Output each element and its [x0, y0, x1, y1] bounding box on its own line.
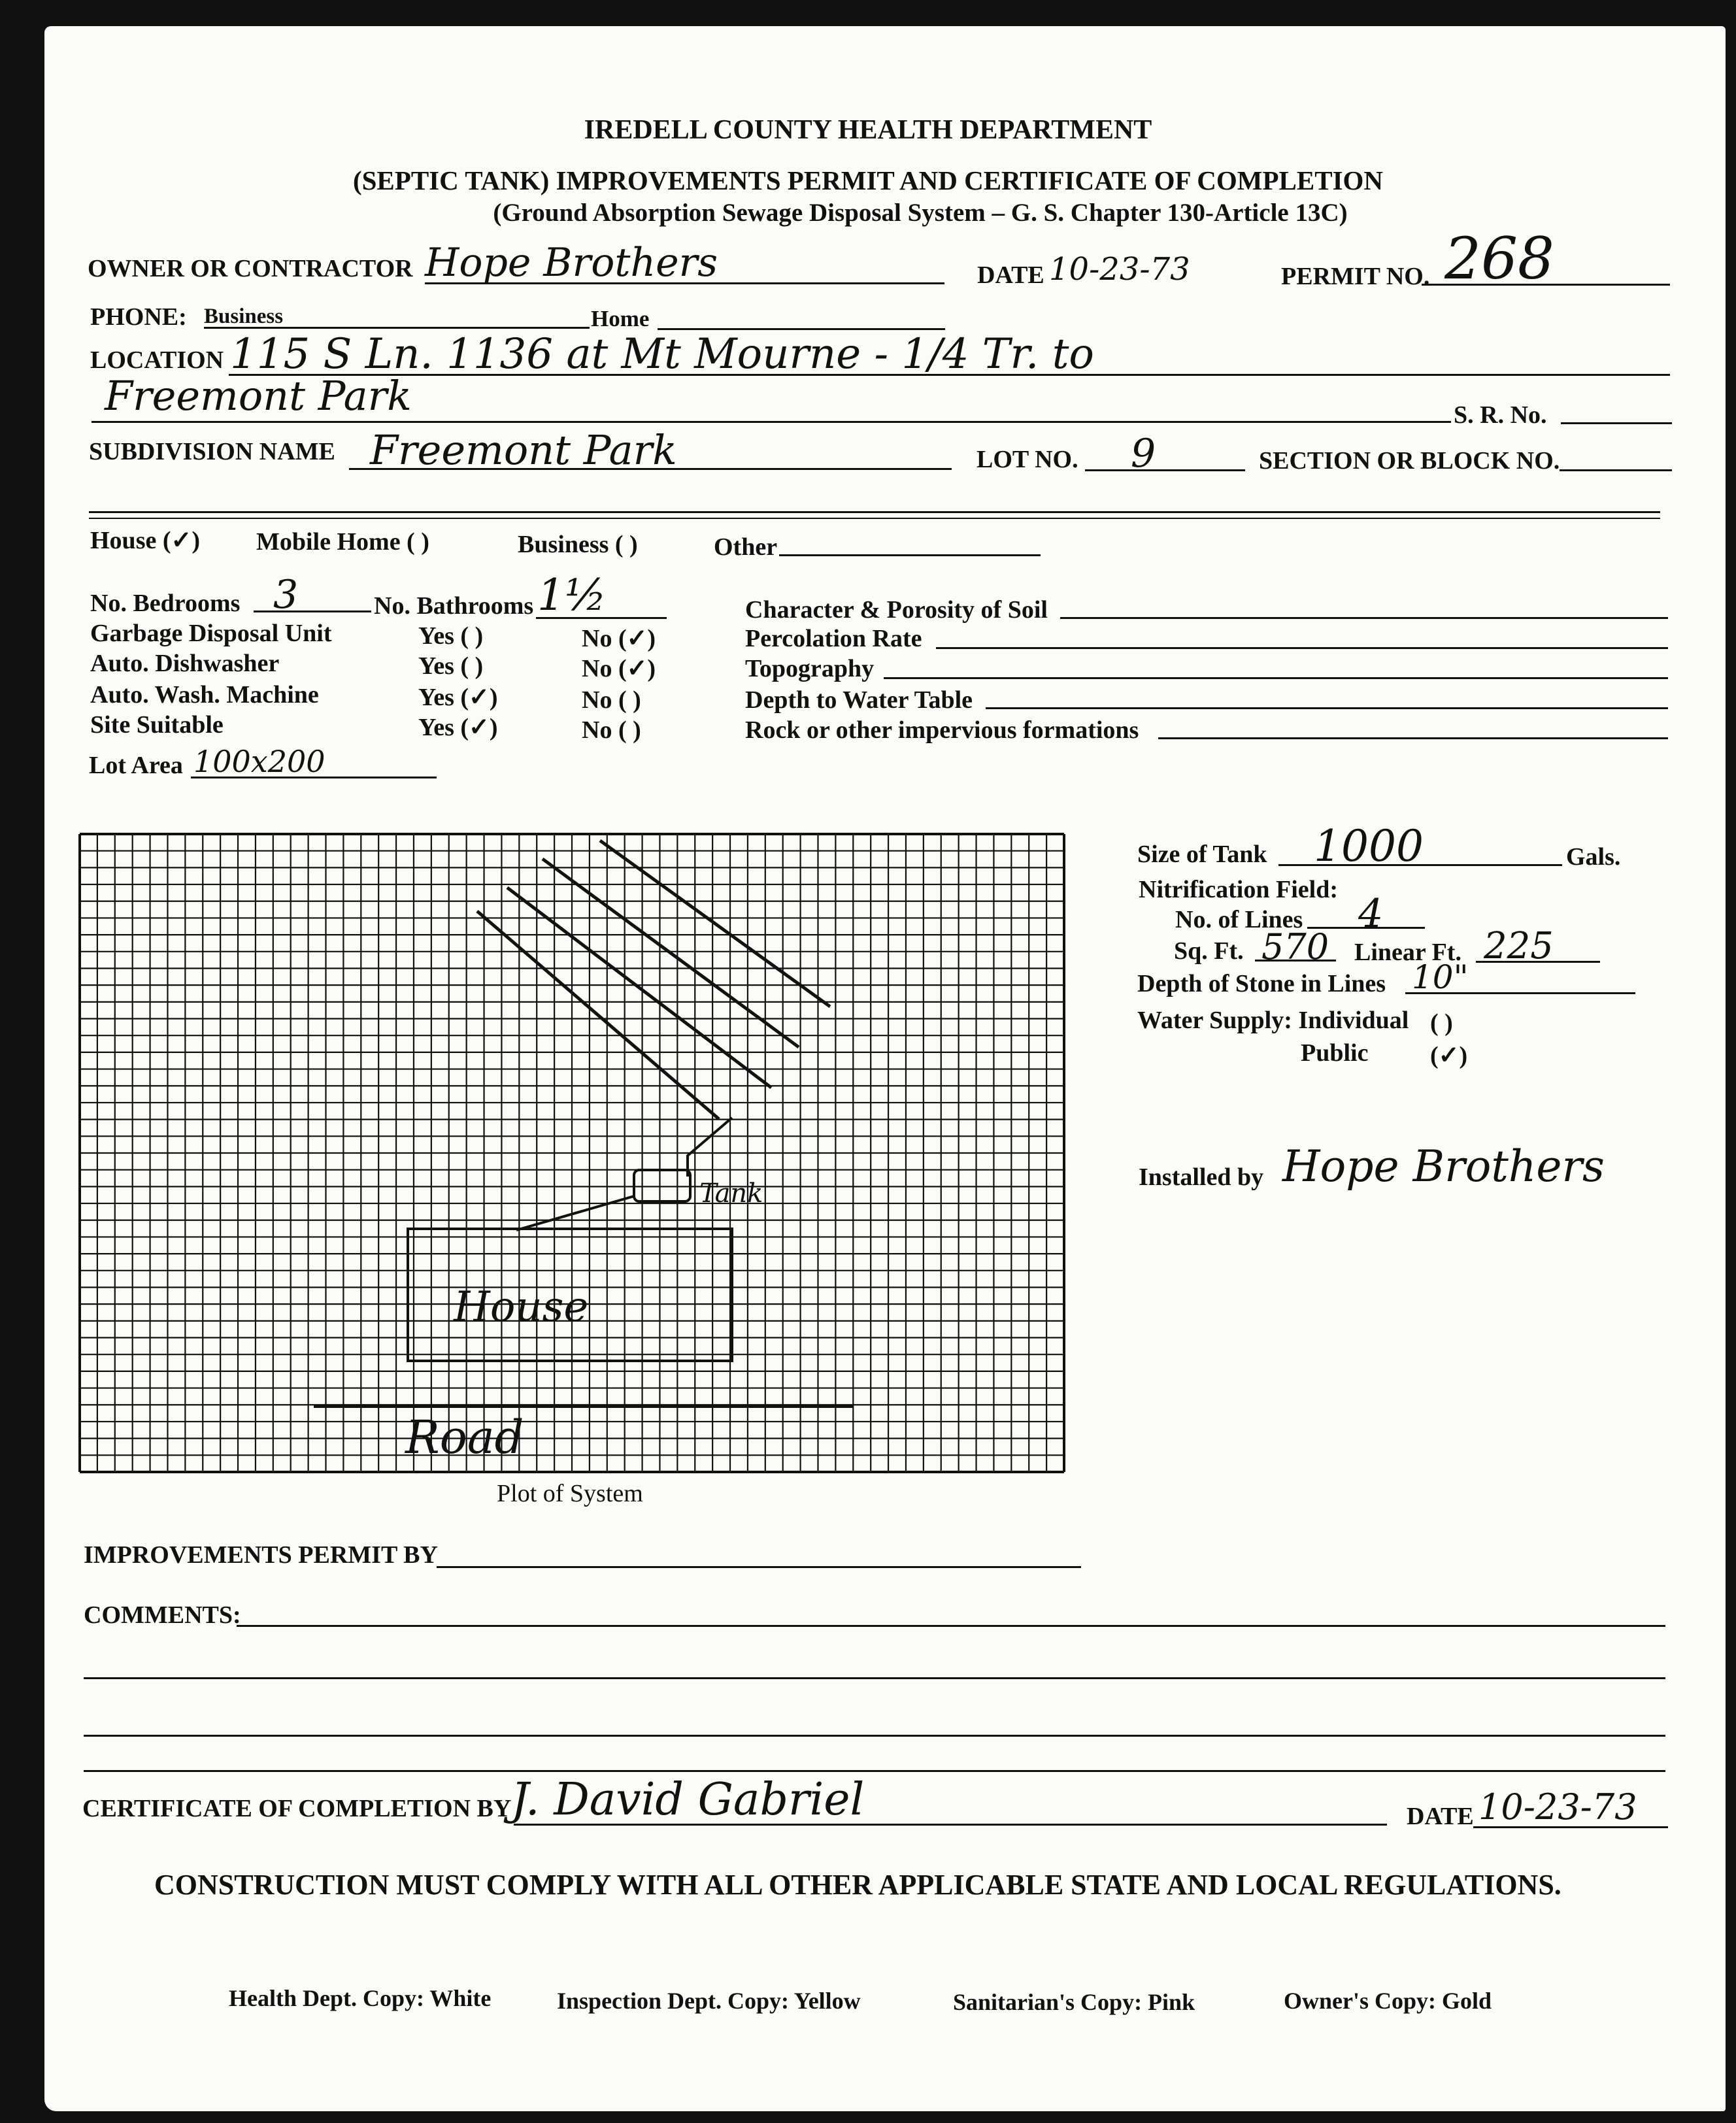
section-block-label: SECTION OR BLOCK NO. [1259, 447, 1560, 475]
soil-rock-label: Rock or other impervious formations [745, 716, 1139, 744]
subdivision-line [349, 468, 952, 470]
water-supply-public: (✓) [1430, 1042, 1468, 1069]
soil-topography-line [884, 677, 1668, 679]
location-label: LOCATION [90, 346, 224, 374]
sq-ft-label: Sq. Ft. [1174, 937, 1244, 965]
yesno-label-dishwasher: Auto. Dishwasher [90, 650, 280, 677]
certificate-date-value: 10-23-73 [1478, 1786, 1637, 1828]
owner-value: Hope Brothers [425, 240, 718, 286]
installed-by-value: Hope Brothers [1282, 1141, 1605, 1192]
copy-inspection-dept: Inspection Dept. Copy: Yellow [557, 1988, 861, 2014]
lot-no-label: LOT NO. [976, 446, 1078, 473]
linear-ft-line [1476, 961, 1600, 963]
stone-depth-line [1405, 992, 1635, 994]
tank-size-value: 1000 [1314, 821, 1424, 871]
bathrooms-label: No. Bathrooms [374, 592, 534, 620]
department-title: IREDELL COUNTY HEALTH DEPARTMENT [584, 115, 1152, 145]
yesno-no-garbage: No (✓) [582, 625, 656, 652]
bedrooms-value: 3 [273, 572, 299, 618]
soil-character-label: Character & Porosity of Soil [745, 596, 1048, 624]
soil-rock-line [1158, 737, 1668, 739]
soil-water-table-line [986, 707, 1668, 709]
stone-depth-label: Depth of Stone in Lines [1137, 970, 1386, 997]
location-line1-rule [229, 374, 1670, 376]
comments-line-4 [84, 1770, 1665, 1772]
certificate-label: CERTIFICATE OF COMPLETION BY [82, 1795, 512, 1822]
lot-area-value: 100x200 [193, 744, 326, 779]
permit-number: 268 [1444, 225, 1554, 292]
linear-ft-label: Linear Ft. [1354, 939, 1461, 966]
phone-business-label: Business [204, 305, 284, 328]
phone-label: PHONE: [90, 303, 187, 331]
type-other-label: Other [714, 533, 778, 561]
section-divider-2 [89, 518, 1660, 519]
yesno-label-washer: Auto. Wash. Machine [90, 681, 319, 709]
location-line1: 115 S Ln. 1136 at Mt Mourne - 1/4 Tr. to [230, 330, 1094, 378]
copy-owner: Owner's Copy: Gold [1284, 1988, 1492, 2014]
no-of-lines-value: 4 [1358, 891, 1384, 937]
subdivision-value: Freemont Park [370, 426, 677, 474]
certificate-date-line [1473, 1826, 1668, 1828]
yesno-label-garbage: Garbage Disposal Unit [90, 620, 332, 647]
permit-label: PERMIT NO. [1281, 263, 1430, 290]
plot-house-label: House [454, 1283, 589, 1331]
comments-label: COMMENTS: [84, 1601, 241, 1629]
phone-business-line [204, 327, 590, 329]
owner-line [425, 282, 944, 284]
comments-line-3 [84, 1735, 1665, 1737]
type-mobile-home: Mobile Home ( ) [256, 528, 429, 556]
bedrooms-line [254, 610, 371, 612]
location-line2: Freemont Park [105, 372, 412, 420]
soil-percolation-label: Percolation Rate [745, 625, 922, 652]
yesno-yes-garbage: Yes ( ) [418, 622, 484, 650]
yesno-no-dishwasher: No (✓) [582, 655, 656, 682]
sr-no-line [1561, 422, 1672, 424]
yesno-yes-site: Yes (✓) [418, 714, 498, 741]
regulations-notice: CONSTRUCTION MUST COMPLY WITH ALL OTHER APPLICABLE STATE AND LOCAL REGULATIONS. [154, 1869, 1561, 1901]
yesno-yes-washer: Yes (✓) [418, 684, 498, 711]
type-business: Business ( ) [518, 531, 638, 558]
copy-sanitarian: Sanitarian's Copy: Pink [953, 1989, 1195, 2015]
linear-ft-value: 225 [1484, 925, 1554, 967]
bathrooms-value: 1½ [537, 570, 607, 620]
copy-health-dept: Health Dept. Copy: White [229, 1985, 492, 2011]
improvements-permit-line [437, 1566, 1081, 1568]
date-label: DATE [977, 261, 1044, 289]
nitrification-field-label: Nitrification Field: [1139, 876, 1338, 903]
date-value: 10-23-73 [1049, 251, 1190, 288]
yesno-yes-dishwasher: Yes ( ) [418, 652, 484, 680]
owner-label: OWNER OR CONTRACTOR [88, 255, 413, 282]
type-other-line [779, 554, 1041, 556]
stone-depth-value: 10" [1412, 958, 1469, 996]
plot-caption: Plot of System [497, 1480, 643, 1507]
comments-line-2 [84, 1677, 1665, 1679]
lot-area-label: Lot Area [89, 752, 183, 779]
bathrooms-line [536, 617, 667, 619]
form-title: (SEPTIC TANK) IMPROVEMENTS PERMIT AND CERTIFICATE OF COMPLETION [352, 165, 1384, 195]
certificate-line [514, 1824, 1387, 1826]
type-house: House (✓) [90, 527, 200, 554]
phone-home-label: Home [591, 306, 650, 331]
yesno-label-site: Site Suitable [90, 711, 224, 739]
location-line2-rule [92, 421, 1451, 423]
comments-line-1 [237, 1625, 1665, 1627]
yesno-no-site: No ( ) [582, 716, 641, 744]
plot-road-label: Road [405, 1411, 524, 1464]
section-divider [89, 511, 1660, 513]
water-supply-label: Water Supply: Individual [1137, 1007, 1409, 1034]
tank-size-label: Size of Tank [1137, 841, 1267, 868]
soil-percolation-line [936, 647, 1668, 649]
sq-ft-line [1255, 960, 1336, 961]
tank-size-line [1278, 864, 1562, 866]
sq-ft-value: 570 [1261, 926, 1329, 967]
lot-no-value: 9 [1131, 431, 1156, 476]
no-of-lines-label: No. of Lines [1175, 906, 1303, 933]
subdivision-label: SUBDIVISION NAME [89, 438, 335, 465]
tank-size-unit: Gals. [1566, 843, 1621, 871]
certificate-signature: J. David Gabriel [511, 1774, 865, 1826]
soil-topography-label: Topography [745, 655, 875, 682]
sr-no-label: S. R. No. [1454, 401, 1547, 429]
lot-no-line [1085, 469, 1245, 471]
bedrooms-label: No. Bedrooms [90, 590, 241, 617]
lot-area-line [191, 777, 437, 778]
soil-water-table-label: Depth to Water Table [745, 686, 973, 714]
water-supply-individual: ( ) [1430, 1009, 1453, 1037]
section-block-line [1560, 469, 1672, 471]
improvements-permit-label: IMPROVEMENTS PERMIT BY [84, 1541, 438, 1569]
certificate-date-label: DATE [1407, 1803, 1474, 1830]
water-supply-public-label: Public [1301, 1039, 1369, 1067]
plot-tank-label: Tank [699, 1179, 763, 1209]
installed-by-label: Installed by [1139, 1163, 1264, 1191]
yesno-no-washer: No ( ) [582, 686, 641, 714]
form-subtitle: (Ground Absorption Sewage Disposal System – G. S. Chapter 130-Article 13C) [493, 199, 1348, 227]
soil-character-line [1060, 617, 1668, 619]
permit-line [1422, 284, 1670, 286]
